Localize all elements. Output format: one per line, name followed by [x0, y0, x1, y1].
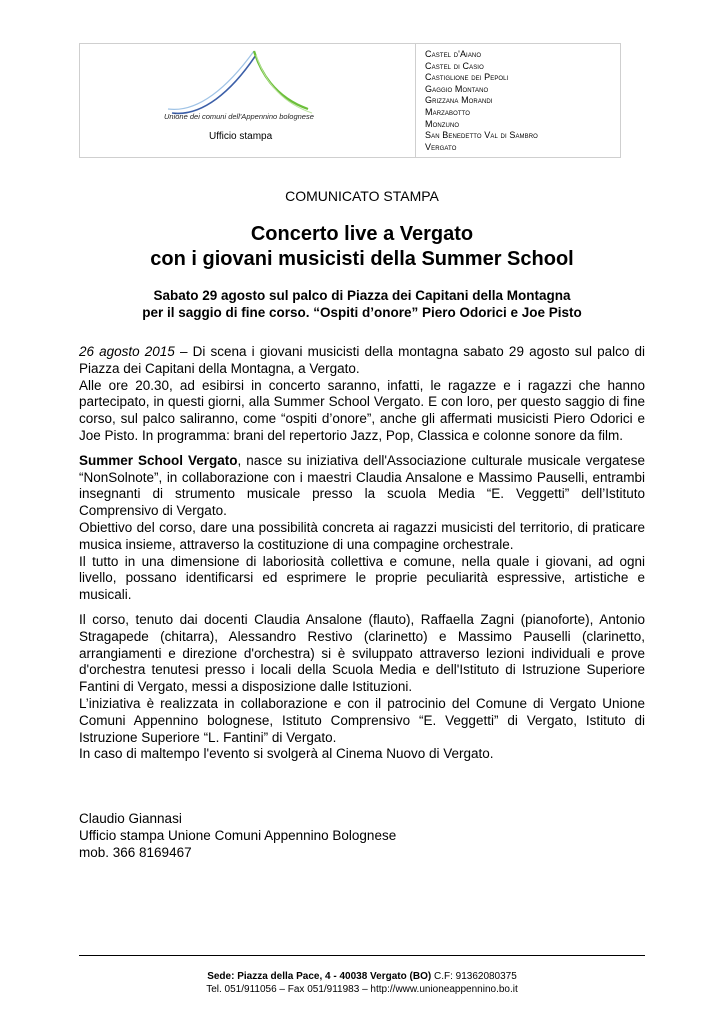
release-date: 26 agosto 2015	[79, 344, 175, 359]
paragraph: Summer School Vergato, nasce su iniziativa dell'Associazione culturale musicale vergatese “NonSolnote”, in collaborazione con i maestri Claudia Ansalone e Massimo Pauselli, entrambi insegnanti di strumento musicale presso la scuola Media “E. Veggetti” dell’Istituto Comprensivo di Vergato.	[79, 452, 645, 519]
town-item: Castiglione dei Pepoli	[425, 72, 509, 83]
signature-phone: mob. 366 8169467	[79, 844, 192, 860]
subtitle-line-2: per il saggio di fine corso. “Ospiti d’onore” Piero Odorici e Joe Pisto	[142, 305, 582, 320]
union-logo-icon	[158, 47, 328, 119]
signature-role: Ufficio stampa Unione Comuni Appennino Bolognese	[79, 827, 397, 843]
town-item: Marzabotto	[425, 106, 471, 117]
school-name: Summer School Vergato	[79, 452, 238, 468]
signature-block	[79, 811, 396, 861]
logo-org-name: Unione dei comuni dell'Appennino bolognese	[164, 112, 314, 121]
footer-divider	[79, 955, 645, 956]
town-item: Monzuno	[425, 118, 460, 129]
document-subtitle	[0, 287, 724, 321]
town-item: Vergato	[425, 141, 457, 152]
paragraph-intro: 26 agosto 2015 – Di scena i giovani musicisti della montagna sabato 29 agosto sul palco di Piazza dei Capitani della Montagna, a Vergato.	[79, 344, 645, 376]
paragraph: Obiettivo del corso, dare una possibilità concreta ai ragazzi musicisti del territorio, di praticare musica insieme, attraverso la costituzione di una compagine orchestrale.	[79, 519, 645, 552]
paragraph: Il corso, tenuto dai docenti Claudia Ansalone (flauto), Raffaella Zagni (pianoforte), Antonio Stragapede (chitarra), Alessandro Restivo (clarinetto) e Massimo Pauselli (clarinetto, arrangiamenti e direzione d'orchestra) si è sviluppato attraverso lezioni individuali e prove d'orchestra tenutesi presso i locali della Scuola Media e dell'Istituto di Istruzione Superiore Fantini di Vergato, messi a disposizione dalle Istituzioni.	[79, 611, 645, 695]
paragraph: L’iniziativa è realizzata in collaborazione e con il patrocinio del Comune di Vergato Unione Comuni Appennino bolognese, Istituto Comprensivo “E. Veggetti” di Vergato, Istituto di Istruzione Superiore “L. Fantini” di Vergato.	[79, 695, 645, 745]
footer	[0, 970, 724, 996]
town-item: San Benedetto Val di Sambro	[425, 130, 538, 141]
office-label: Ufficio stampa	[209, 131, 273, 142]
town-item: Gaggio Montano	[425, 83, 489, 94]
document-title	[0, 222, 724, 272]
town-item: Castel d'Aiano	[425, 49, 482, 59]
towns-list	[416, 44, 620, 157]
press-release-label: COMUNICATO STAMPA	[285, 188, 439, 204]
footer-address: Sede: Piazza della Pace, 4 - 40038 Vergato (BO) C.F: 91362080375	[207, 971, 517, 982]
town-item: Grizzana Morandi	[425, 95, 493, 106]
town-item: Castel di Casio	[425, 60, 484, 71]
paragraph: Alle ore 20.30, ad esibirsi in concerto saranno, infatti, le ragazze e i ragazzi che hanno partecipato, in questi giorni, alla Summer School Vergato. E con loro, per questo saggio di fine corso, sul palco saliranno, come “ospiti d’onore”, anche gli affermati musicisti Piero Odorici e Joe Pisto. In programma: brani del repertorio Jazz, Pop, Classica e colonne sonore da film.	[79, 377, 645, 443]
article-body	[79, 344, 645, 763]
title-line-1: Concerto live a Vergato	[250, 223, 474, 245]
logo-area	[80, 44, 416, 157]
signature-name: Claudio Giannasi	[79, 811, 182, 826]
title-line-2: con i giovani musicisti della Summer School	[150, 248, 574, 270]
subtitle-line-1: Sabato 29 agosto sul palco di Piazza dei Capitani della Montagna	[153, 288, 571, 303]
paragraph: Il tutto in una dimensione di laboriosità collettiva e comune, nella quale i giovani, ad ogni livello, possano identificarsi ed esprimere le proprie peculiarità espressive, artistiche e musicali.	[79, 553, 645, 603]
paragraph: In caso di maltempo l'evento si svolgerà al Cinema Nuovo di Vergato.	[79, 746, 494, 762]
letterhead	[79, 43, 621, 158]
footer-contacts: Tel. 051/911056 – Fax 051/911983 – http://www.unioneappennino.bo.it	[206, 984, 518, 995]
